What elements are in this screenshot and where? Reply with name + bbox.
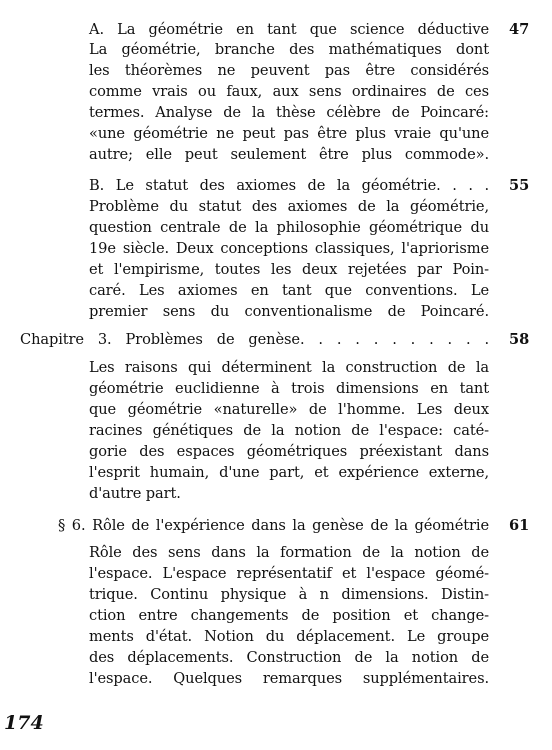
body-line: termes. Analyse de la thèse célèbre de Poincaré: [89, 104, 489, 121]
body-line: les théorèmes ne peuvent pas être considérés [89, 62, 489, 79]
body-line: comme vrais ou faux, aux sens ordinaires de ces [89, 83, 489, 100]
body-line: ments d'état. Notion du déplacement. Le groupe [89, 628, 489, 645]
chapter-3-page-number: 58 [509, 331, 530, 348]
body-line: premier sens du conventionalisme de Poincaré. [89, 303, 489, 320]
section-b-heading: B. Le statut des axiomes de la géométrie. . . . [89, 177, 489, 194]
body-line: des déplacements. Construction de la notion de [89, 649, 489, 666]
body-line: Rôle des sens dans la formation de la notion de [89, 544, 489, 561]
body-line: géométrie euclidienne à trois dimensions en tant [89, 380, 489, 397]
body-line: caré. Les axiomes en tant que conventions. Le [89, 282, 489, 299]
body-line: «une géométrie ne peut pas être plus vraie qu'une [89, 125, 489, 142]
body-line: La géométrie, branche des mathématiques dont [89, 41, 489, 58]
section-a-heading: A. La géométrie en tant que science déductive [89, 21, 489, 38]
body-line: et l'empirisme, toutes les deux rejetées par Poin- [89, 261, 489, 278]
body-line: autre; elle peut seulement être plus commode». [89, 146, 489, 163]
body-line: que géométrie «naturelle» de l'homme. Les deux [89, 401, 489, 418]
page-number-folio: 174 [4, 712, 44, 734]
section-6-heading: § 6. Rôle de l'expérience dans la genèse de la géométrie [58, 517, 489, 534]
body-line: racines génétiques de la notion de l'espace: caté- [89, 422, 489, 439]
body-line: ction entre changements de position et change- [89, 607, 489, 624]
body-line: 19e siècle. Deux conceptions classiques, l'apriorisme [89, 240, 489, 257]
body-line: gorie des espaces géométriques préexistant dans [89, 443, 489, 460]
section-a-page-number: 47 [509, 21, 530, 38]
body-line: l'espace. Quelques remarques supplémentaires. [89, 670, 489, 687]
body-line: l'espace. L'espace représentatif et l'espace géomé- [89, 565, 489, 582]
body-line: Problème du statut des axiomes de la géométrie, [89, 198, 489, 215]
body-line: d'autre part. [89, 485, 181, 502]
body-line: trique. Continu physique à n dimensions. Distin- [89, 586, 489, 603]
body-line: l'esprit humain, d'une part, et expérience externe, [89, 464, 489, 481]
section-b-page-number: 55 [509, 177, 530, 194]
chapter-3-heading: Chapitre 3. Problèmes de genèse. . . . . . . . . . . [20, 331, 489, 348]
section-6-page-number: 61 [509, 517, 530, 534]
body-line: question centrale de la philosophie géométrique du [89, 219, 489, 236]
body-line: Les raisons qui déterminent la construction de la [89, 359, 489, 376]
